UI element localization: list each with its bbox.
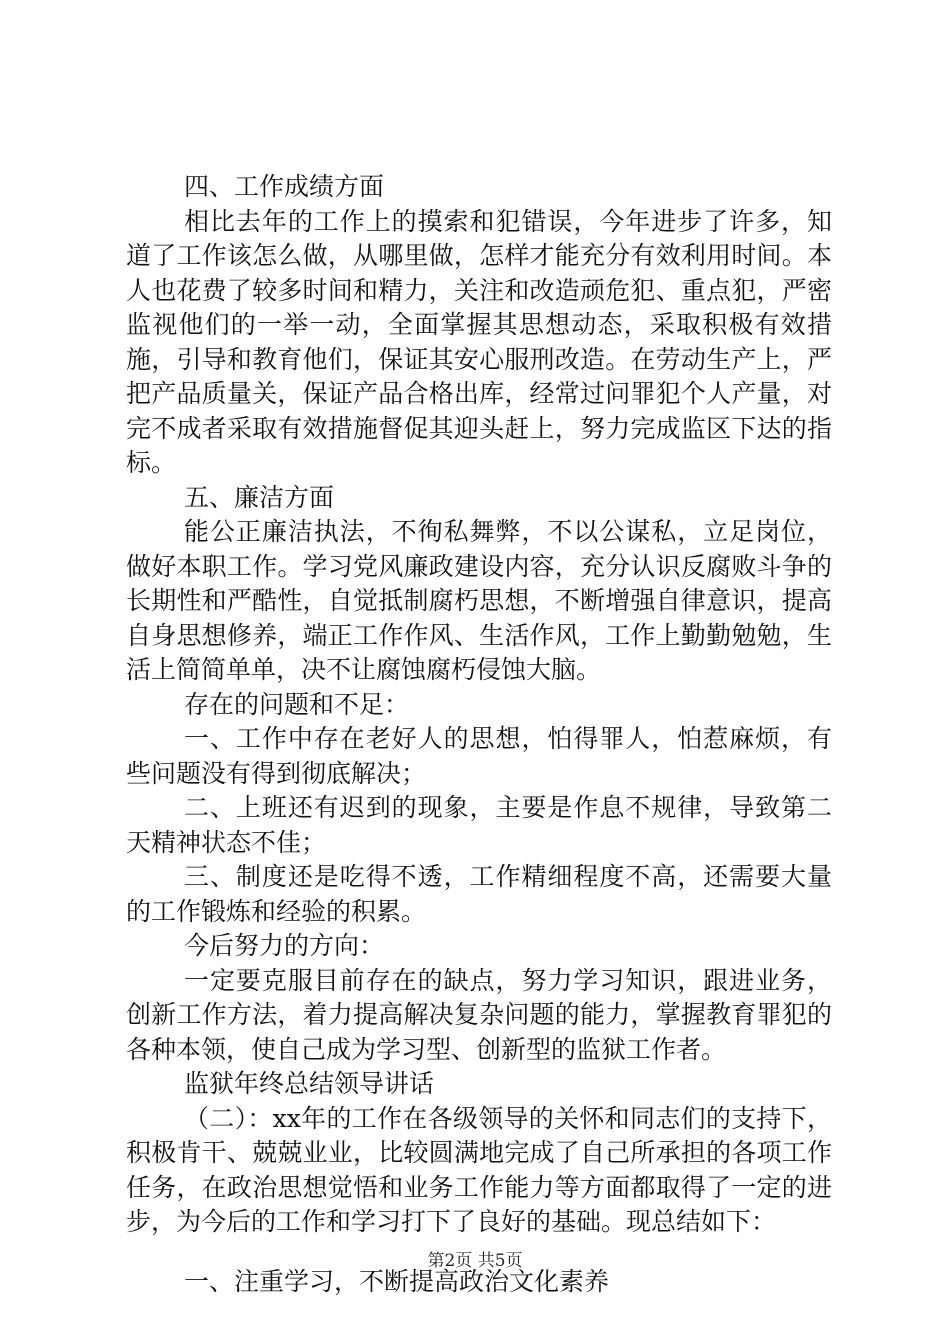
paragraph-achievements: 相比去年的工作上的摸索和犯错误，今年进步了许多，知道了工作该怎么做，从哪里做，怎样才能充分有效利用时间。本人也花费了较多时间和精力，关注和改造顽危犯、重点犯，严密监视他们的一举一动，全面掌握其思想动态，采取积极有效措施，引导和教育他们，保证其安心服刑改造。在劳动生产上，严把产品质量关，保证产品合格出库，经常过问罪犯个人产量，对完不成者采取有效措施督促其迎头赶上，努力完成监区下达的指标。: [126, 206, 832, 477]
section-heading-problems: 存在的问题和不足：: [184, 689, 410, 719]
paragraph-speech: （二）：xx年的工作在各级领导的关怀和同志们的支持下，积极肯干、兢兢业业，比较圆满地完成了自己所承担的各项工作任务，在政治思想觉悟和业务工作能力等方面都取得了一定的进步，为今后的工作和学习打下了良好的基础。现总结如下：: [126, 1103, 832, 1236]
section-heading-speech: 监狱年终总结领导讲话: [184, 1069, 435, 1098]
section-heading-study: 一、注重学习，不断提高政治文化素养: [184, 1266, 610, 1296]
paragraph-integrity: 能公正廉洁执法，不徇私舞弊，不以公谋私，立足岗位，做好本职工作。学习党风廉政建设内容，充分认识反腐败斗争的长期性和严酷性，自觉抵制腐朽思想，不断增强自律意识，提高自身思想修养，端正工作作风、生活作风，工作上勤勤勉勉，生活上简简单单，决不让腐蚀腐朽侵蚀大脑。: [126, 517, 832, 684]
section-heading-direction: 今后努力的方向：: [184, 931, 385, 960]
paragraph-direction: 一定要克服目前存在的缺点，努力学习知识，跟进业务，创新工作方法，着力提高解决复杂问题的能力，掌握教育罪犯的各种本领，使自己成为学习型、创新型的监狱工作者。: [126, 965, 832, 1064]
paragraph-problem-3: 三、制度还是吃得不透，工作精细程度不高，还需要大量的工作锻炼和经验的积累。: [126, 862, 832, 926]
paragraph-problem-1: 一、工作中存在老好人的思想，怕得罪人，怕惹麻烦，有些问题没有得到彻底解决；: [126, 724, 832, 788]
document-body: [126, 170, 832, 1299]
paragraph-problem-2: 二、上班还有迟到的现象，主要是作息不规律，导致第二天精神状态不佳；: [126, 793, 832, 857]
page-number-footer: 第2页 共5页: [427, 1251, 523, 1271]
section-heading-integrity: 五、廉洁方面: [184, 482, 335, 512]
section-heading-achievements: 四、工作成绩方面: [184, 172, 385, 201]
